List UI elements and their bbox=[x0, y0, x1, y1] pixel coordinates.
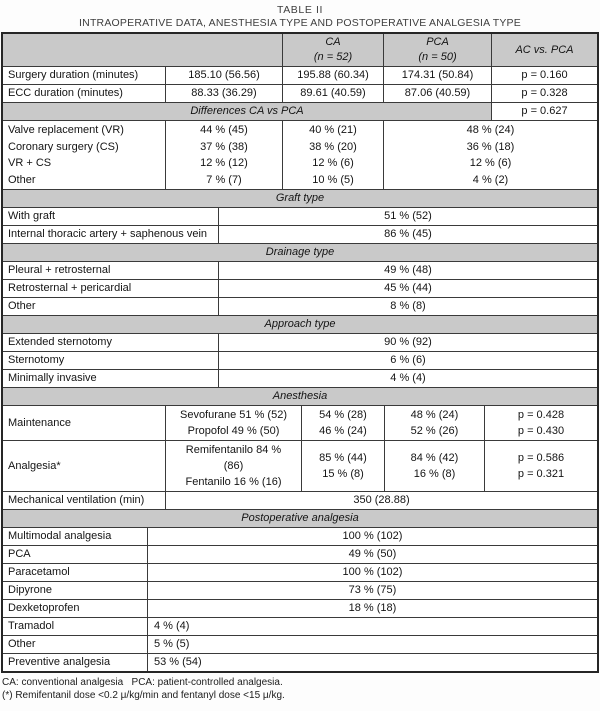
table-cell: 73 % (75) bbox=[147, 582, 597, 599]
table-cell: Other bbox=[8, 638, 36, 650]
table-cell bbox=[384, 441, 484, 491]
table-cell: 350 (28.88) bbox=[165, 492, 597, 509]
table-cell: 86 % (45) bbox=[218, 226, 597, 243]
table-cell bbox=[3, 34, 282, 66]
cell-line: (n = 50) bbox=[418, 51, 457, 63]
cell-line: Propofol 49 % (50) bbox=[187, 425, 280, 437]
cell-line: 4 % (2) bbox=[472, 173, 509, 186]
table-cell: Extended sternotomy bbox=[8, 336, 112, 348]
table-cell: Preventive analgesia bbox=[8, 656, 111, 668]
table-cell: Graft type bbox=[3, 190, 597, 207]
table-row bbox=[3, 617, 597, 635]
table-row bbox=[3, 351, 597, 369]
table-row bbox=[3, 34, 597, 66]
table-cell: 6 % (6) bbox=[218, 352, 597, 369]
cell-line: Valve replacement (VR) bbox=[8, 124, 124, 136]
table-cell: Retrosternal + pericardial bbox=[8, 282, 132, 294]
table-cell: 87.06 (40.59) bbox=[383, 85, 491, 102]
cell-line: (n = 52) bbox=[313, 51, 353, 63]
table-cell: Approach type bbox=[3, 316, 597, 333]
table-row bbox=[3, 261, 597, 279]
table-cell: Tramadol bbox=[8, 620, 55, 632]
cell-line: 16 % (8) bbox=[413, 468, 456, 480]
table-cell: 89.61 (40.59) bbox=[282, 85, 383, 102]
table-row bbox=[3, 387, 597, 405]
table-cell bbox=[165, 121, 282, 189]
table-row bbox=[3, 102, 597, 120]
table-cell: Multimodal analgesia bbox=[8, 530, 112, 542]
cell-line: 48 % (24) bbox=[410, 409, 459, 421]
table-cell bbox=[384, 406, 484, 440]
table-cell: Postoperative analgesia bbox=[3, 510, 597, 527]
cell-line: (86) bbox=[223, 460, 244, 472]
cell-line: 84 % (42) bbox=[410, 452, 459, 464]
table-cell: 195.88 (60.34) bbox=[282, 67, 383, 84]
table-cell bbox=[301, 406, 384, 440]
table-caption bbox=[0, 0, 600, 32]
table-cell: p = 0.627 bbox=[491, 103, 597, 120]
table-cell: p = 0.160 bbox=[491, 67, 597, 84]
table-row bbox=[3, 207, 597, 225]
table-row bbox=[3, 189, 597, 207]
table-row bbox=[3, 225, 597, 243]
table-row bbox=[3, 369, 597, 387]
table-cell: Pleural + retrosternal bbox=[8, 264, 111, 276]
table-number: TABLE II bbox=[276, 4, 324, 16]
table-row bbox=[3, 315, 597, 333]
table-row bbox=[3, 509, 597, 527]
table-cell: Maintenance bbox=[8, 417, 71, 429]
table-cell: 18 % (18) bbox=[147, 600, 597, 617]
table-cell: 49 % (48) bbox=[218, 262, 597, 279]
table-row bbox=[3, 333, 597, 351]
table-cell bbox=[383, 34, 491, 66]
table-cell: PCA bbox=[8, 548, 31, 560]
table-cell: AC vs. PCA bbox=[491, 34, 597, 66]
table-title-text: INTRAOPERATIVE DATA, ANESTHESIA TYPE AND POSTOPERATIVE ANALGESIA TYPE bbox=[79, 17, 521, 29]
table-cell bbox=[484, 441, 597, 491]
table-row bbox=[3, 66, 597, 84]
cell-line: 37 % (38) bbox=[200, 140, 248, 153]
table-row bbox=[3, 84, 597, 102]
footnote-abbreviations: CA: conventional analgesia PCA: patient-controlled analgesia. bbox=[2, 677, 283, 688]
table-cell: Analgesia* bbox=[8, 460, 61, 472]
cell-line: 15 % (8) bbox=[322, 468, 364, 480]
table-cell: 4 % (4) bbox=[147, 618, 597, 635]
cell-line: p = 0.428 bbox=[517, 409, 565, 421]
table-cell: Dexketoprofen bbox=[8, 602, 80, 614]
table-cell: 49 % (50) bbox=[147, 546, 597, 563]
table-cell: 174.31 (50.84) bbox=[383, 67, 491, 84]
table-row bbox=[3, 545, 597, 563]
table-cell: Dipyrone bbox=[8, 584, 53, 596]
cell-line: 44 % (45) bbox=[200, 124, 248, 136]
table-cell: Mechanical ventilation (min) bbox=[8, 494, 145, 506]
table-cell bbox=[165, 441, 301, 491]
table-row bbox=[3, 440, 597, 491]
table-row bbox=[3, 653, 597, 671]
table-row bbox=[3, 120, 597, 189]
cell-line: p = 0.430 bbox=[517, 425, 565, 437]
table-cell: Sternotomy bbox=[8, 354, 65, 366]
table-cell: 8 % (8) bbox=[218, 298, 597, 315]
table-cell: With graft bbox=[8, 210, 56, 222]
cell-line: Remifentanilo 84 % bbox=[185, 444, 282, 456]
cell-line: p = 0.321 bbox=[517, 468, 565, 480]
footnote-asterisk: (*) Remifentanil dose <0.2 μ/kg/min and fentanyl dose <15 μ/kg. bbox=[2, 690, 285, 701]
table-cell bbox=[282, 121, 383, 189]
cell-line: 46 % (24) bbox=[319, 425, 367, 437]
cell-line: 40 % (21) bbox=[309, 124, 357, 136]
cell-line: 10 % (5) bbox=[312, 173, 354, 186]
cell-line: 54 % (28) bbox=[319, 409, 367, 421]
table-cell: Paracetamol bbox=[8, 566, 70, 578]
cell-line: 7 % (7) bbox=[206, 173, 242, 186]
table-cell bbox=[484, 406, 597, 440]
table-cell: p = 0.328 bbox=[491, 85, 597, 102]
cell-line: p = 0.586 bbox=[517, 452, 565, 464]
table-row bbox=[3, 405, 597, 440]
table-cell bbox=[383, 121, 597, 189]
table-row bbox=[3, 635, 597, 653]
table-cell bbox=[282, 34, 383, 66]
table-row bbox=[3, 279, 597, 297]
cell-line: 48 % (24) bbox=[466, 124, 515, 136]
cell-line: 85 % (44) bbox=[319, 452, 367, 464]
table-cell: Surgery duration (minutes) bbox=[8, 69, 139, 81]
table-cell: Differences CA vs PCA bbox=[3, 103, 491, 120]
table-cell: Drainage type bbox=[3, 244, 597, 261]
table-cell: Anesthesia bbox=[3, 388, 597, 405]
table-cell: 51 % (52) bbox=[218, 208, 597, 225]
table-cell bbox=[165, 406, 301, 440]
cell-line: 52 % (26) bbox=[410, 425, 459, 437]
cell-line: 12 % (12) bbox=[200, 157, 248, 169]
cell-line: Other bbox=[8, 173, 36, 186]
table-cell: Minimally invasive bbox=[8, 372, 97, 384]
table-cell: Internal thoracic artery + saphenous vein bbox=[8, 228, 208, 240]
table-cell bbox=[301, 441, 384, 491]
cell-line: 38 % (20) bbox=[309, 140, 357, 153]
cell-line: Coronary surgery (CS) bbox=[8, 140, 119, 153]
cell-line: Fentanilo 16 % (16) bbox=[185, 476, 282, 488]
table-cell bbox=[3, 121, 165, 189]
table-cell: Other bbox=[8, 300, 36, 312]
table-row bbox=[3, 491, 597, 509]
footnotes bbox=[0, 673, 600, 702]
cell-line: 36 % (18) bbox=[466, 140, 515, 153]
table-row bbox=[3, 297, 597, 315]
cell-line: 12 % (6) bbox=[312, 157, 354, 169]
table-cell: 53 % (54) bbox=[147, 654, 597, 671]
clinical-data-table bbox=[1, 32, 599, 673]
table-cell: ECC duration (minutes) bbox=[8, 87, 123, 99]
table-row bbox=[3, 243, 597, 261]
table-cell: 45 % (44) bbox=[218, 280, 597, 297]
table-row bbox=[3, 581, 597, 599]
cell-line: PCA bbox=[426, 36, 449, 48]
table-row bbox=[3, 527, 597, 545]
table-row bbox=[3, 563, 597, 581]
cell-line: Sevofurane 51 % (52) bbox=[179, 409, 287, 421]
cell-line: CA bbox=[325, 36, 341, 48]
table-cell: 4 % (4) bbox=[218, 370, 597, 387]
cell-line: 12 % (6) bbox=[469, 157, 512, 169]
table-cell: 100 % (102) bbox=[147, 528, 597, 545]
table-cell: 185.10 (56.56) bbox=[165, 67, 282, 84]
table-cell: 88.33 (36.29) bbox=[165, 85, 282, 102]
cell-line: VR + CS bbox=[8, 157, 52, 169]
table-cell: 5 % (5) bbox=[147, 636, 597, 653]
table-cell: 90 % (92) bbox=[218, 334, 597, 351]
table-cell: 100 % (102) bbox=[147, 564, 597, 581]
table-row bbox=[3, 599, 597, 617]
